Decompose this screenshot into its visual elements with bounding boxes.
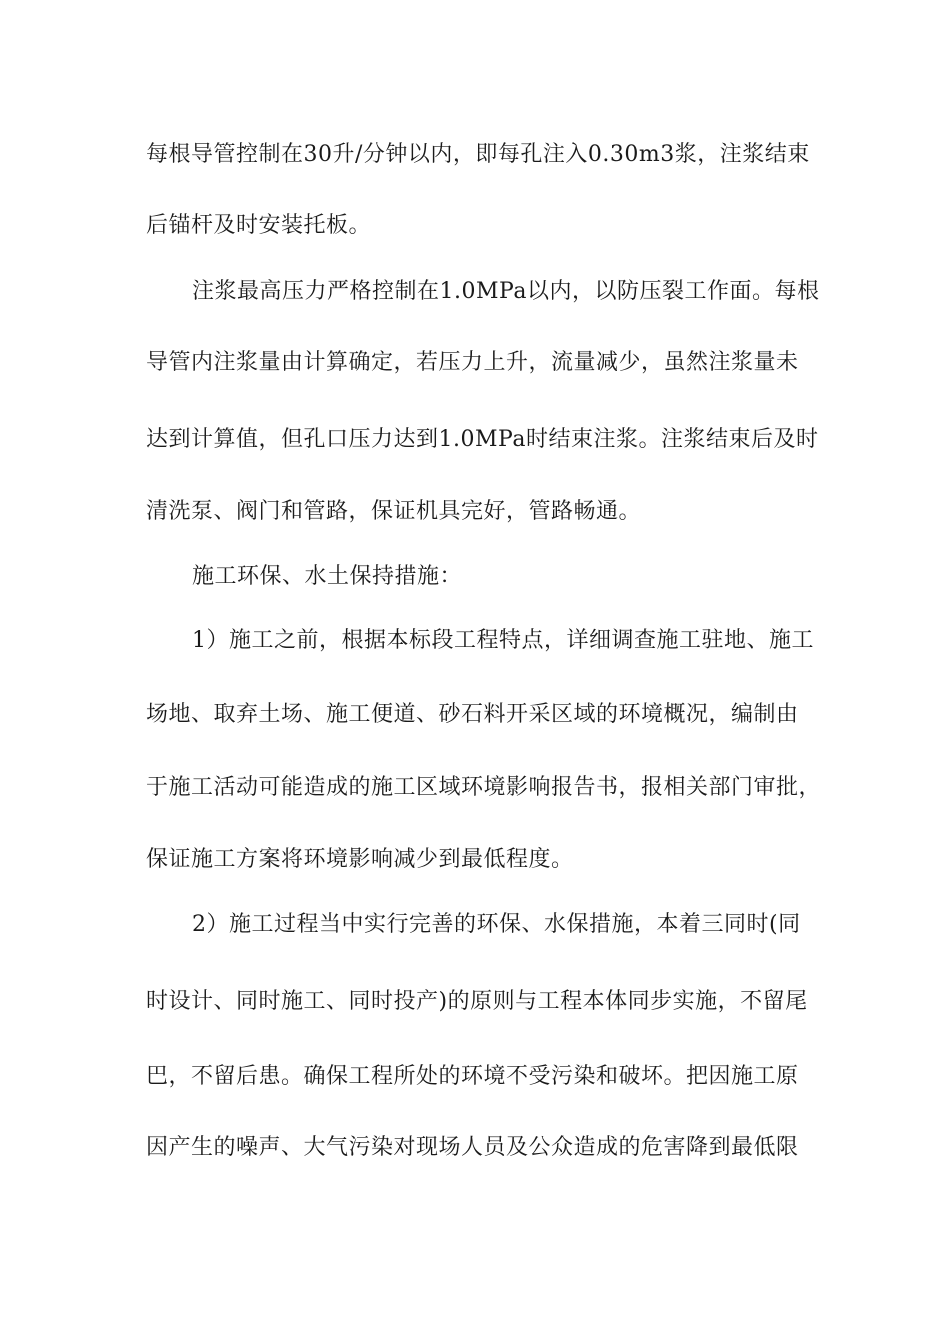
text-line: 每根导管控制在30升/分钟以内，即每孔注入0.30m3浆，注浆结束 — [146, 142, 810, 167]
paragraph-start-line: 2）施工过程当中实行完善的环保、水保措施，本着三同时(同 — [192, 912, 801, 937]
text-line: 保证施工方案将环境影响减少到最低程度。 — [146, 847, 574, 872]
section-heading-line: 施工环保、水土保持措施： — [192, 564, 463, 589]
text-line: 达到计算值，但孔口压力达到1.0MPa时结束注浆。注浆结束后及时 — [146, 427, 819, 452]
text-line: 因产生的噪声、大气污染对现场人员及公众造成的危害降到最低限 — [146, 1135, 799, 1160]
paragraph-start-line: 1）施工之前，根据本标段工程特点，详细调查施工驻地、施工 — [192, 628, 814, 653]
text-line: 后锚杆及时安装托板。 — [146, 213, 372, 238]
text-line: 巴，不留后患。确保工程所处的环境不受污染和破坏。把因施工原 — [146, 1064, 799, 1089]
text-line: 场地、取弃土场、施工便道、砂石料开采区域的环境概况，编制由 — [146, 702, 799, 727]
text-line: 清洗泵、阀门和管路，保证机具完好，管路畅通。 — [146, 499, 642, 524]
text-line: 时设计、同时施工、同时投产)的原则与工程本体同步实施，不留尾 — [146, 989, 808, 1014]
text-line: 导管内注浆量由计算确定，若压力上升，流量减少，虽然注浆量未 — [146, 350, 799, 375]
text-line: 于施工活动可能造成的施工区域环境影响报告书，报相关部门审批， — [146, 775, 822, 800]
paragraph-start-line: 注浆最高压力严格控制在1.0MPa以内，以防压裂工作面。每根 — [192, 279, 820, 304]
